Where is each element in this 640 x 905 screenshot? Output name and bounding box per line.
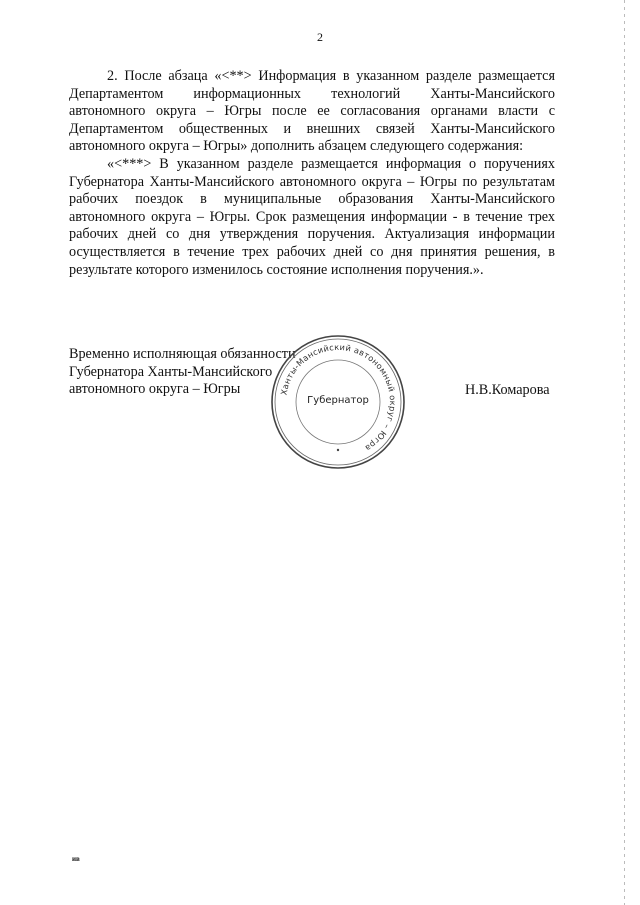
signatory-name: Н.В.Комарова [465,382,550,398]
signatory-line-2: Губернатора Ханты-Мансийского [69,363,273,380]
signatory-line-1: Временно исполняющая обязанности [69,346,296,362]
footer-initials: ив [72,855,80,863]
official-seal-stamp [268,332,408,472]
seal-ring-text: Ханты-Мансийский автономный округ – Югра [278,341,399,454]
paragraph-new-text: «<***> В указанном разделе размещается информация о поручениях Губернатора Ханты-Мансийского автономного округа – Югры по результатам рабочих поездок в муниципальные образования Ханты-Мансийского автономного округа – Югры. Срок размещения информации - в течение трех рабочих дней со дня утверждения поручения. Актуализация информации осуществляется в течение трех рабочих дней со дня принятия решения, в результате которого изменилось состояние исполнения поручения.». [69,155,555,278]
scan-edge-line [624,0,625,905]
seal-center-text: Губернатор [307,395,369,406]
paragraph-amendment: 2. После абзаца «<**> Информация в указанном разделе размещается Департаментом информационных технологий Ханты-Мансийского автономного округа – Югры после ее согласования органами власти с Департаментом общественных и внешних связей Ханты-Мансийского автономного округа – Югры» дополнить абзацем следующего содержания: [69,68,555,155]
document-body [69,68,555,279]
signatory-line-3: автономного округа – Югры [69,381,241,398]
page-number: 2 [317,30,323,44]
